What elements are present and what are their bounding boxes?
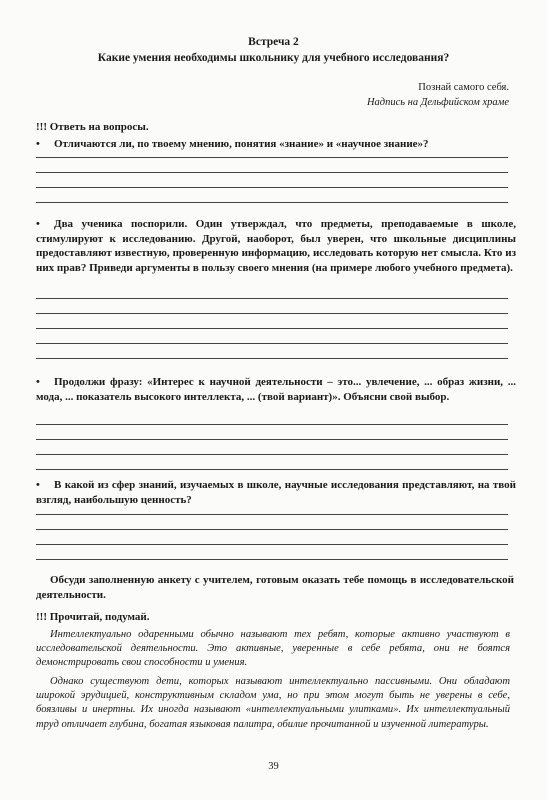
answer-line[interactable] xyxy=(36,439,508,440)
question-4 xyxy=(36,478,516,507)
bullet: • xyxy=(36,376,40,388)
reading-paragraph-1: Интеллектуально одаренными обычно называют тех ребят, которые активно участвуют в исследовательской деятельности. Это активные, уверенные в себе ребята, они не боятся демонстрировать свои способности и умения. xyxy=(36,629,510,669)
page-title: Какие умения необходимы школьнику для учебного исследования? xyxy=(97,52,450,64)
answer-line[interactable] xyxy=(36,187,508,188)
question-1-text: Отличаются ли, по твоему мнению, понятия «знание» и «научное знание»? xyxy=(54,138,429,150)
answer-line[interactable] xyxy=(36,328,508,329)
answer-line[interactable] xyxy=(36,343,508,344)
answer-line[interactable] xyxy=(36,469,508,470)
answer-line[interactable] xyxy=(36,358,508,359)
question-3 xyxy=(36,375,516,404)
question-2-text: Два ученика поспорили. Один утверждал, что предметы, преподаваемые в школе, стимулируют к исследованию. Другой, наоборот, был уверен, что школьные дисциплины предоставляют известную, проверенную информацию, исследовать которую нет смысла. Кто из них прав? Приведи аргументы в пользу своего мнения (на примере любого учебного предмета). xyxy=(36,218,516,274)
question-4-text: В какой из сфер знаний, изучаемых в школе, научные исследования представляют, на твой взгляд, наибольшую ценность? xyxy=(36,479,516,506)
answer-line[interactable] xyxy=(36,544,508,545)
answer-line[interactable] xyxy=(36,202,508,203)
answer-line[interactable] xyxy=(36,514,508,515)
section-heading-read: !!! Прочитай, подумай. xyxy=(36,611,150,623)
discuss-instruction: Обсуди заполненную анкету с учителем, готовым оказать тебе помощь в исследовательской деятельности. xyxy=(36,574,514,601)
bullet: • xyxy=(36,479,40,491)
answer-line[interactable] xyxy=(36,454,508,455)
question-1 xyxy=(36,137,516,152)
meeting-number: Встреча 2 xyxy=(248,36,299,48)
answer-line[interactable] xyxy=(36,172,508,173)
answer-line[interactable] xyxy=(36,529,508,530)
answer-line[interactable] xyxy=(36,313,508,314)
bullet: • xyxy=(36,218,40,230)
epigraph-source: Надпись на Дельфийском храме xyxy=(366,97,509,108)
answer-line[interactable] xyxy=(36,424,508,425)
question-2 xyxy=(36,217,516,275)
page-number: 39 xyxy=(268,761,279,772)
epigraph-quote: Познай самого себя. xyxy=(418,82,509,93)
section-heading-answer: !!! Ответь на вопросы. xyxy=(36,121,149,133)
bullet: • xyxy=(36,138,40,150)
answer-line[interactable] xyxy=(36,559,508,560)
question-3-text: Продолжи фразу: «Интерес к научной деятельности – это... увлечение, ... образ жизни, ... мода, ... показатель высокого интеллекта, ... (твой вариант)». Объясни свой выбор. xyxy=(36,376,516,403)
reading-paragraph-2: Однако существуют дети, которых называют интеллектуально пассивными. Они обладают широкой эрудицией, конструктивным складом ума, но при этом могут быть не уверены в себе, боязливы и инертны. Их иногда называют «интеллектуальными улитками». Их интеллектуальный труд отличает глубина, богатая языковая палитра, обилие прочитанной и изученной литературы. xyxy=(36,676,510,730)
answer-line[interactable] xyxy=(36,298,508,299)
answer-line[interactable] xyxy=(36,157,508,158)
